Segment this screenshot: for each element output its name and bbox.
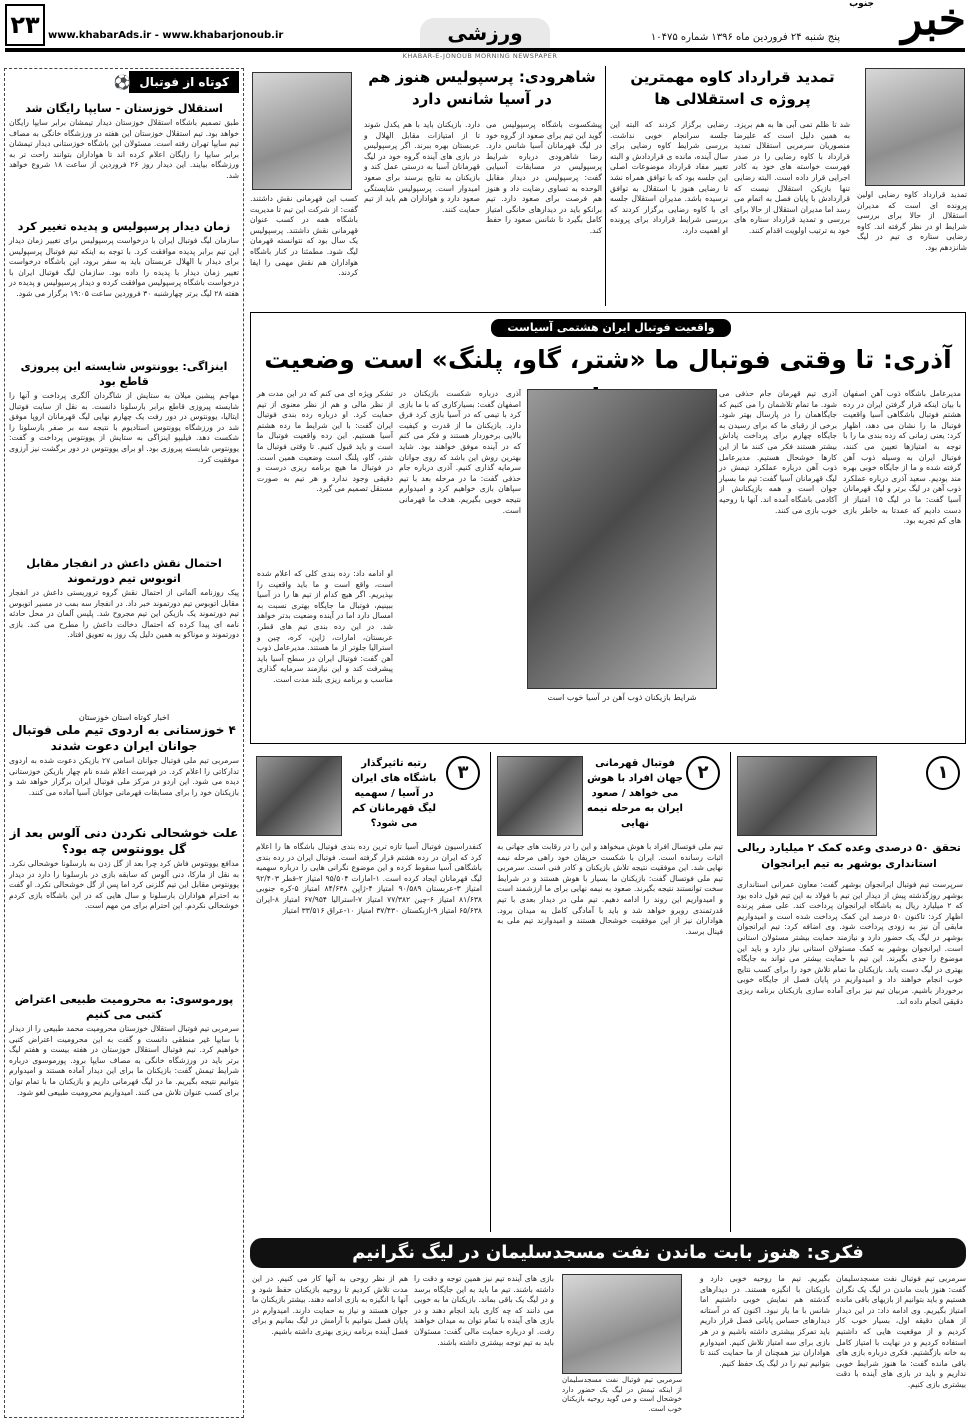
site-url: www.khabarAds.ir - www.khabarjonoub.ir: [48, 30, 284, 41]
article-fekri-col2: بگیریم. تیم ما روحیه خوبی دارد و بازیکنان با انگیزه هستند. در دیدارهای گذشته هم نمایش خوبی داشتیم اما شانس با ما یار نبود. اکنون که در آستانه دیدارهای حساس پایانی فصل قرار داریم باید تمرکز بیشتری داشته باشیم و در هر بازی برای سه امتیاز تلاش کنیم. امیدوارم هواداران نیز همچنان از ما حمایت کنند تا بتوانیم تیم را در لیگ یک حفظ کنیم.: [700, 1274, 830, 1368]
article-kaveh-col1: شد تا ظلم تمی آبی ها به هم بریزد. به همین دلیل است که علیرضا منصوریان سرمربی استقلال تمدید قرارداد با کاوه رضایی را در صدر فهرست خواسته های خود به کادر اجرایی قرار داده است. البته رضایی تنها بازیکن استقلال نیست که قراردادش با پایان فصل به اتمام می رسد اما مدیران استقلال از حالا برای بررسی و تمدید قرارداد ستاره های خود به ترتیب اولویت اقدام کنند.: [734, 120, 850, 235]
box-2-headline: فوتبال قهرمانی جهان افراد با هوش می خواهد / صعود ایران به مرحله نیمه نهایی: [586, 758, 683, 829]
issue-date: پنج شنبه ۲۴ فروردین ماه ۱۳۹۶ شماره ۱۰۴۷۵: [650, 32, 840, 43]
article-azari-col3: آذری درباره شکست بازیکنان در اصفهان گفت: بسیارکاری که با ما بازی کرد با تیمی که در آسیا بازی کرد فرق دارد. بازیکنان ما از قدرت و کیفیت بالایی برخوردار هستند و فکر می کنم که در آینده موفق خواهند بود. شاید بهترین روش این باشد که روی جوانان سرمایه گذاری کنیم. آذری درباره جام حذفی گفت: ما در مرحله بعد با تیم سپاهان بازی خواهیم کرد و امیدوارم نتیجه خوبی بگیریم. هدف ما قهرمانی است.: [399, 389, 521, 515]
brief-title: زمان دیدار پرسپولیس و پدیده تغییر کرد: [17, 220, 231, 233]
brief-body: سرمربی تیم فوتبال استقلال خوزستان محرومیت محمد طبیعی را از دیدار با سایپا غیر منطقی دانست و گفت به این محرومیت اعتراض کتبی خواهیم کرد. تیم فوتبال استقلال خوزستان در هفته بیست و هفتم لیگ برتر باید در ورزشگاه خانگی به مصاف سایپا برود. پورموسوی درباره شرایط تیمش گفت: بازیکنان ما برای این دیدار آماده هستند و امیدوارم بتوانیم نتیجه بگیریم. ما در لیگ قهرمانی داریم و بازیکنان ما با تمام توان برای کسب عنوان تلاش می کنند. امیدواریم محرومیت طبیعی لغو شود.: [9, 1024, 239, 1097]
box-1-body: سرپرست تیم فوتبال ایرانجوان بوشهر گفت: معاون عمرانی استانداری بوشهر روزگذشته پیش از دیدار این تیم با فولاد به این تیم قول داده بود که ۲ میلیارد ریال به باشگاه ایرانجوان پرداخت کند. علی صفر پرنده اظهار کرد: تاکنون ۵۰ درصد این کمک پرداخت شده است و امیدواریم مابقی آن نیز به زودی پرداخت شود. وی اضافه کرد: تیم ایرانجوان بوشهر در لیگ یک حضور دارد و نیازمند حمایت بیشتر مسئولان استانی است. ایرانجوان بوشهر به کمک مسئولان استانی نیاز دارد و باید این موضوع را جدی بگیرند. این تیم با حمایت بیشتر می تواند به جایگاه بهتری در لیگ دست یابد. بازیکنان ما تمام تلاش خود را برای کسب نتایج خوب انجام خواهند داد و امیدواریم در پایان فصل از جایگاه خوبی برخوردار باشیم. مربیان تیم نیز برای آماده سازی بازیکنان برنامه ریزی دقیقی انجام داده اند.: [737, 880, 963, 1006]
divider: [605, 66, 606, 306]
brief-title: استقلال خوزستان - سایپا رایگان شد: [25, 102, 223, 115]
brief-item: [9, 219, 239, 354]
brief-item: [9, 359, 239, 551]
section-title: ورزشی: [420, 18, 550, 48]
article-azari-caption: شرایط بازیکنان ذوب آهن در آسیا خوب است: [547, 693, 697, 702]
coach-photo-fekri: [562, 1274, 682, 1374]
match-photo-3: [256, 756, 342, 836]
brief-item: [9, 556, 239, 708]
person-photo-shahroudi: [252, 72, 352, 190]
article-azari-kicker: واقعیت فوتبال ایران هشتمی آسیاست: [491, 319, 731, 337]
brief-title: ۴ خوزستانی به اردوی تیم ملی فوتبال جوانان ایران دعوت شدند: [12, 723, 236, 753]
article-kaveh-col2: رضایی برگزار کردند که البته این جلسه سرانجام خوبی نداشت. بررسی شرایط کاوه رضایی برای سال آینده، مانده ی قراردادش و البته تغییر مفاد قرارداد موضوعات اصلی این جلسه بود که با توافق همراه نشد تا رضایی هنوز با استقلال به توافق نرسیده باشد. مدیران استقلال جلسه ای با کاوه رضایی برگزار کردند که بررسی شرایط قرارداد برای پرونده او اهمیت دارد.: [610, 120, 728, 235]
brief-body: مدافع یوونتوس فاش کرد چرا بعد از گل زدن به بارسلونا خوشحالی نکرد. به نقل از مارکا، دنی آلوس که سابقه بازی در بارسلونا را دارد در دیدار یوونتوس مقابل این تیم گلزنی کرد اما پس از گل خوشحالی نکرد. او گفت به احترام هواداران بارسلونا و سال هایی که در این باشگاه بازی کردم خوشحالی نکردم. این احترام برای من مهم است.: [9, 859, 239, 911]
news-box-2: [490, 752, 726, 1232]
brief-item: [9, 101, 239, 214]
article-shahroudi: [250, 66, 602, 306]
article-kaveh-caption: تمدید قرارداد کاوه رضایی اولین پرونده ای است که مدیران استقلال از حالا برای بررسی شرایط او در نظر گرفته اند. کاوه رضایی ستاره ی تیم در لیگ شانزدهم بود.: [857, 190, 967, 252]
brief-kicker: اخبار کوتاه استان خوزستان: [78, 713, 170, 722]
article-azari-col1: مدیرعامل باشگاه ذوب آهن اصفهان با بیان اینکه قرار گرفتن ایران در رده هشتم فوتبال باشگاهی آسیا واقعیت فوتبال ما را نشان می دهد، اظهار کرد: یعنی زمانی که رده بندی ما را با توجه به امتیازها تعیین می کنند، فوتبال ایران به وسیله ذوب آهن گرفته شده و ما از جایگاه خوبی بهره مند بودیم. سعید آذری درباره عملکرد ذوب آهن در لیگ برتر و لیگ قهرمانان آسیا گفت: ما در لیگ ۱۵ امتیاز از دست دادیم که عمدتا به خاطر بازی های کم تجربه بود.: [843, 389, 961, 526]
article-fekri-title: فکری: هنوز بابت ماندن نفت مسجدسلیمان در لیگ نگرانیم: [250, 1238, 966, 1268]
article-fekri-col3: بازی های آینده تیم نیز همین توجه و دقت را داشته باشند. تیم ما باید به این جایگاه برسد و در لیگ یک باقی بماند. بازیکنان ما به خوبی می دانند که چه کاری باید انجام دهند و در بازی های آینده با تمام توان به میدان خواهند رفت. او درباره حمایت مالی گفت: مسئولان باید به تیم توجه بیشتری داشته باشند.: [414, 1274, 554, 1347]
ball-icon: ⚽: [113, 75, 131, 91]
match-photo-zobahan: [527, 389, 717, 689]
box-number-1: ۱: [926, 756, 960, 790]
box-3-body: کنفدراسیون فوتبال آسیا تازه ترین رده بندی فوتبال باشگاه ها را اعلام کرد که ایران در رده هشتم قرار گرفته است. فوتبال ایران در رده بندی باشگاهی آسیا سقوط کرده و این موضوع نگرانی هایی را درباره سهمیه لیگ قهرمانان ایجاد کرده است. ۱-امارات ۹۵/۵۰۴ امتیاز ۲-قطر ۹۲/۴۰۳ امتیاز ۳-عربستان ۹۰/۵۸۹ امتیاز ۴-ژاپن ۸۴/۶۳۸ امتیاز ۵-کره جنوبی ۸۱/۶۳۸ امتیاز ۶-چین ۷۷/۳۸۲ امتیاز ۷-استرالیا ۶۷/۹۵۴ امتیاز ۸-ایران ۶۵/۶۳۸ امتیاز ۹-ازبکستان ۳۷/۴۳۰ امتیاز ۱۰-عراق ۳۳/۵۱۶ امتیاز: [256, 842, 483, 915]
brief-title: پورموسوی: به محرومیت طبیعی اعتراض کتبی می کنیم: [14, 993, 234, 1021]
box-number-3: ۳: [446, 756, 480, 790]
article-shahroudi-title: شاهرودی: پرسپولیس هنوز هم در آسیا شانس دارد: [368, 68, 596, 108]
news-box-3: [250, 752, 486, 1232]
logo-subtext: جنوب: [849, 0, 874, 9]
brief-item: [9, 992, 239, 1274]
newspaper-name: KHABAR-E-JONOUB MORNING NEWSPAPER: [402, 52, 558, 60]
match-photo-2: [497, 756, 583, 836]
brief-title: اینزاگی: یوونتوس شایسته این پیروزی قاطع بود: [20, 360, 228, 388]
player-photo-kaveh: [865, 68, 965, 186]
box-3-headline: رتبه تاثیرگذار باشگاه های ایران در آسیا / سهمیه لیگ قهرمانان کم می شود؟: [351, 758, 437, 829]
brief-body: پیک روزنامه آلمانی از احتمال نقش گروه تروریستی داعش در انفجار مقابل اتوبوس تیم دورتموند خبر داد. در انفجار سه بمب در مسیر اتوبوس تیم دورتموند یک بازیکن این تیم مجروح شد. پلیس آلمان در محل حادثه نامه ای پیدا کرده که احتمال دخالت داعش را مطرح می کند. بازی دورتموند و موناکو به همین دلیل یک روز به تعویق افتاد.: [9, 588, 239, 640]
article-azari-col2: آذری تیم قهرمان جام حذفی می شود. ما تمام تلاشمان را می کنیم که جایگاهمان را در پارسال بهتر شود. برخی از رقبای ما که برای رسیدن به جایگاه چهارم برای پرداخت پاداش بیشتر هستند فکر می کنند ما از این کارها خوشحال هستیم. مدیرعامل ذوب آهن درباره عملکرد تیمش در لیگ قهرمانان آسیا گفت: تیم ما بسیار جوان است و همه بازیکنانش از آکادمی باشگاه آمده اند. آنها با روحیه خوب بازی می کنند.: [719, 389, 837, 515]
article-fekri-col4: هم از نظر روحی به آنها کار می کنیم. در این مدت تلاش کردیم تا روحیه بازیکنان حفظ شود و آنها با انگیزه به بازی ادامه دهند. بیشتر بازیکنان ما جوان هستند و نیاز به حمایت دارند. امیدوارم در پایان فصل بتوانیم با آرامش در لیگ بمانیم و برای فصل آینده برنامه ریزی بهتری داشته باشیم.: [252, 1274, 408, 1336]
sidebar-header-label: کوتاه از فوتبال: [129, 71, 239, 93]
brief-body: مهاجم پیشین میلان به ستایش از شاگردان آلگری پرداخت و آنها را شایسته پیروزی قاطع برابر بارسلونا دانست. به نقل از سایت فوتبال ایتالیا، یوونتوس در دور رفت یک چهارم نهایی لیگ قهرمانان اروپا موفق شد در ورزشگاه یوونتوس استادیوم با نتیجه سه بر صفر بارسلونا را شکست دهد. فیلیپو اینزاگی به ستایش از یوونتوس پرداخت و گفت: یوونتوس شایسته پیروزی بود. او برای یوونتوس در دور برگشت نیز آرزوی موفقیت کرد.: [9, 391, 239, 464]
article-azari-title: آذری: تا وقتی فوتبال ما «شتر، گاو، پلنگ» است وضعیت: [264, 345, 952, 374]
brief-item: [9, 825, 239, 987]
box-number-2: ۲: [686, 756, 720, 790]
news-box-1: [730, 752, 966, 1232]
brief-body: سرمربی تیم ملی فوتبال جوانان اسامی ۲۷ بازیکن دعوت شده به اردوی تدارکاتی را اعلام کرد. در فهرست اعلام شده نام چهار بازیکن خوزستانی دیده می شود. این اردو در مرکز ملی فوتبال ایران برگزار خواهد شد و بازیکنان خود را برای مسابقات قهرمانی جوانان آسیا آماده می کنند.: [9, 756, 239, 797]
article-kaveh: [610, 66, 967, 306]
brief-title: احتمال نقش داعش در انفجار مقابل اتوبوس تیم دورتموند: [26, 557, 222, 585]
article-shahroudi-col1: پیشکسوت باشگاه پرسپولیس می گوید این تیم برای صعود از گروه خود در لیگ قهرمانان آسیا شانس دارد. رضا شاهرودی درباره شرایط پرسپولیس در مسابقات آسیایی گفت: پرسپولیس در دیدار مقابل الوحده به تساوی رضایت داد و هنوز هم فرصت برای صعود دارد. تیم برانکو باید در دیدارهای خانگی امتیاز کامل بگیرد تا شانس صعود را حفظ کند.: [486, 120, 602, 235]
page-number: ۲۳: [5, 4, 45, 46]
article-shahroudi-col3: کسب این قهرمانی نقش داشتند. گفت: از شرکت این تیم تا مدیریت باشگاه همه در کسب عنوان قهرمانی نقش داشتند. پرسپولیس یک سال بود که نتوانسته قهرمان لیگ شود. مطمئنا در کنار باشگاه هواداران هم نقش مهمی را ایفا کردند.: [250, 194, 358, 278]
article-fekri: [250, 1238, 966, 1418]
sidebar-header: [9, 71, 239, 97]
brief-item: [9, 713, 239, 820]
box-1-headline: تحقق ۵۰ درصدی وعده کمک ۲ میلیارد ریالی استانداری بوشهر به تیم ایرانجوان: [737, 842, 961, 870]
match-photo-1: [737, 756, 877, 836]
brief-body: طبق تصمیم باشگاه استقلال خوزستان دیدار تیمشان برابر سایپا رایگان خواهد بود. تیم استقلال خوزستان این هفته در ورزشگاه خانگی به مصاف تیم سایپا تهران رفته است. مسئولان این باشگاه خوزستانی دیدار تیمشان برابر سایپا را رایگان اعلام کرده اند تا هواداران بتوانند راحت تر به ورزشگاه بیایند. این دیدار روز ۲۶ فروردین از ساعت ۱۸ شروع خواهد شد.: [9, 118, 239, 180]
brief-title: علت خوشحالی نکردن دنی آلوس بعد از گل یوونتوس چه بود؟: [9, 826, 239, 856]
article-azari: [250, 312, 966, 744]
brief-body: سازمان لیگ فوتبال ایران با درخواست پرسپولیس برای تغییر زمان دیدار این تیم برابر پدیده موافقت کرد. با توجه به اینکه تیم فوتبال پرسپولیس برای دیدار با الهلال عربستان باید به سفر برود، این باشگاه درخواست تغییر زمان دیدار با پدیده را داده بود. سازمان لیگ فوتبال ایران با درخواست باشگاه پرسپولیس موافقت کرده و دیدار پرسپولیس و پدیده در هفته ۲۸ لیگ برتر چهارشنبه ۳۰ فروردین ساعت ۱۹:۰۵ برگزار می شود.: [9, 236, 239, 298]
article-kaveh-title: تمدید قرارداد کاوه مهمترین پروژه ی استقلالی ها: [630, 68, 835, 108]
article-fekri-col1: سرمربی تیم فوتبال نفت مسجدسلیمان گفت: هنوز بابت ماندن در لیگ یک نگران هستیم و باید بتوانیم از بازیهای باقی مانده امتیاز بگیریم. وی ادامه داد: در این دیدار از همان دقیقه اول، بسیار خوب کار کردیم و از موقعیت هایی که داشتیم استفاده کردیم و در نهایت با امتیاز کامل به خانه بازگشتیم. فکری درباره بازی های باقی مانده گفت: ما هنوز شرایط خوبی نداریم و باید در بازی های آینده با دقت بیشتری بازی کنیم.: [836, 1274, 966, 1389]
article-shahroudi-col2: دارد. بازیکنان باید با هم یکدل شوند تا از امتیازات مقابل الهلال و عربستان بهره ببرند. اگر پرسپولیس در بازی های آینده گروه خود در لیگ قهرمانان آسیا به درستی عمل کند و بازیکنان به نتایج برسند برای صعود امیدوار است. پرسپولیس شایستگی صعود دارد و هواداران هم باید از تیم حمایت کنند.: [364, 120, 480, 214]
article-azari-col5: او ادامه داد: رده بندی کلی که اعلام شده است، واقع است و ما باید واقعیت را بپذیریم. اگر هیچ کدام از تیم ها را در آسیا ببینیم، فوتبال ما جایگاه بهتری نسبت به امسال دارد اما در آینده وضعیت بدتر خواهد شد. در این رده بندی تیم های قطر، عربستان، امارات، ژاپن، کره، چین و استرالیا جلوتر از ما هستند. مدیرعامل ذوب آهن گفت: فوتبال ایران در سطح آسیا باید پیشرفت کند و این نیازمند سرمایه گذاری مناسب و برنامه ریزی بلند مدت است.: [257, 569, 393, 684]
sidebar-briefs: [4, 68, 244, 1418]
article-azari-col4: تشکر ویژه ای می کنم که در این مدت هر از نظر مالی و هم از نظر معنوی از تیم حمایت کرد. او درباره رده بندی فوتبال ایران گفت: با این شرایط ما رده هشتم آسیا هستیم. این رده واقعیت فوتبال ما است و باید قبول کنیم. تا وقتی فوتبال ما شتر، گاو، پلنگ است وضعیت همین است. در فوتبال ما هیچ برنامه ریزی درست و دقیقی وجود ندارد و هر تیم به صورت مستقل تصمیم می گیرد.: [257, 389, 393, 494]
logo-text: خبر: [901, 0, 966, 45]
newspaper-logo: [848, 0, 966, 50]
box-2-body: تیم ملی فوتسال افراد با هوش میخواهد و این را در رقابت های جهانی به اثبات رسانده است. ایران با شکست حریفان خود راهی مرحله نیمه نهایی شد. این موفقیت نتیجه تلاش بازیکنان و کادر فنی است. سرمربی تیم ملی فوتسال گفت: بازیکنان ما بسیار با هوش هستند و در شرایط سخت توانستند نتیجه بگیرند. صعود به نیمه نهایی برای ما ارزشمند است و امیدواریم این روند را ادامه دهیم. تیم ملی در دیدار بعدی با تیم قدرتمندی روبرو خواهد شد و باید با آمادگی کامل به میدان برود. هواداران نیز از این موفقیت خوشحال هستند و امیدوارند تیم ملی به فینال برسد.: [497, 842, 723, 936]
article-fekri-caption: سرمربی تیم فوتبال نفت مسجدسلیمان از اینکه تیمش در لیگ یک حضور دارد خوشحال است و می گوید روحیه بازیکنان خوب است.: [562, 1376, 682, 1413]
masthead: [0, 0, 970, 62]
